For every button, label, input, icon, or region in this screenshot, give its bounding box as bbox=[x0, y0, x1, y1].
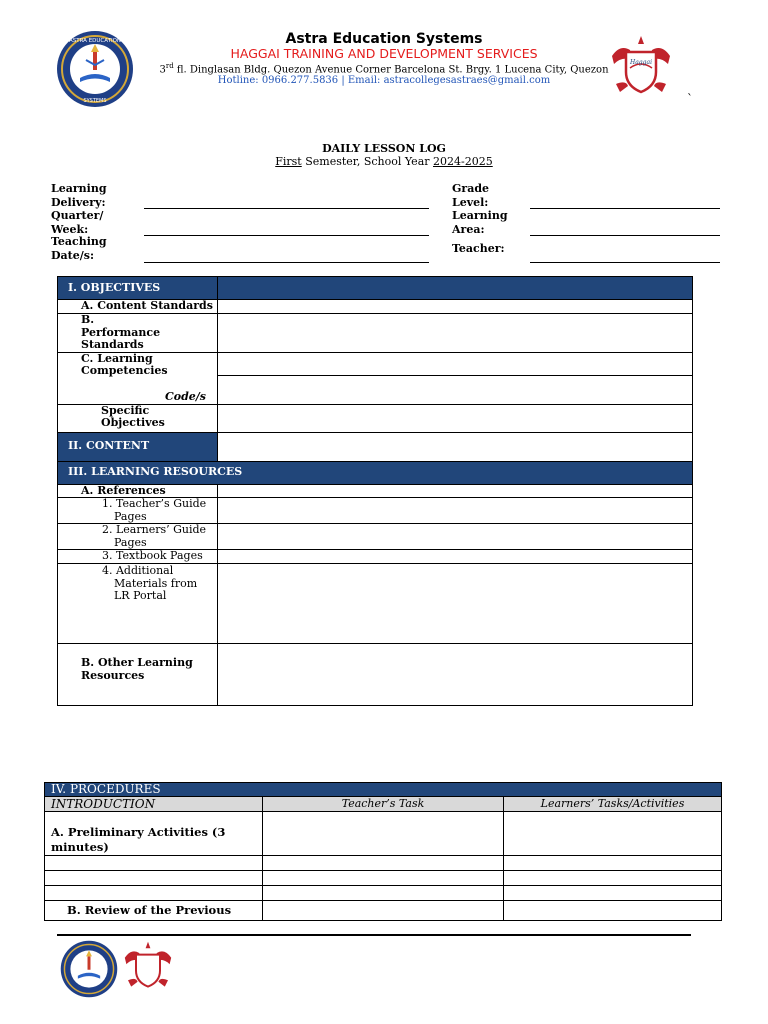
label-line: Performance bbox=[81, 325, 161, 339]
label-line: Pages bbox=[114, 535, 147, 549]
other-resources-cell[interactable] bbox=[218, 644, 693, 706]
footer-logo-left bbox=[60, 940, 118, 998]
svg-text:SYSTEMS: SYSTEMS bbox=[83, 98, 107, 104]
learning-area-field[interactable] bbox=[530, 235, 720, 236]
organization-name: Astra Education Systems bbox=[285, 31, 483, 47]
blank-row-cell[interactable] bbox=[45, 871, 263, 886]
label-line: Teaching bbox=[51, 235, 107, 248]
organization-contact: Hotline: 0966.277.5836 | Email: astracollegesastraes@gmail.com bbox=[217, 75, 551, 86]
learning-resources-header: III. LEARNING RESOURCES bbox=[58, 461, 693, 484]
blank-row-cell[interactable] bbox=[504, 856, 722, 871]
objectives-header-blank bbox=[218, 277, 693, 300]
learners-guide-cell[interactable] bbox=[218, 524, 693, 550]
performance-standards-cell[interactable] bbox=[218, 314, 693, 353]
stray-mark: ` bbox=[687, 92, 693, 106]
semester-word: First bbox=[275, 155, 302, 168]
blank-row-cell[interactable] bbox=[263, 856, 504, 871]
address-floor-suffix: rd bbox=[165, 62, 174, 70]
learning-competencies-cell[interactable] bbox=[218, 352, 693, 375]
teaching-dates-field[interactable] bbox=[144, 262, 429, 263]
svg-text:Haggai: Haggai bbox=[630, 59, 652, 66]
footer-logo-right bbox=[120, 940, 176, 990]
label-line: Learning bbox=[452, 209, 508, 222]
label-line: B. bbox=[81, 313, 95, 326]
semester-line bbox=[0, 155, 768, 168]
label-line: Standards bbox=[81, 338, 144, 351]
label-line: 1. Teacher’s Guide bbox=[102, 497, 207, 510]
procedures-header: IV. PROCEDURES bbox=[45, 783, 722, 797]
address-text: fl. Dinglasan Bldg. Quezon Avenue Corner Barcelona St. Brgy. 1 Lucena City, Quezon bbox=[173, 64, 609, 76]
label-line: Grade bbox=[452, 182, 490, 195]
performance-standards-label bbox=[58, 314, 218, 353]
label-line: A. Preliminary Activities (3 bbox=[51, 825, 226, 839]
learning-area-label bbox=[452, 209, 508, 236]
address-floor-number: 3 bbox=[159, 64, 166, 76]
blank-row-cell[interactable] bbox=[504, 871, 722, 886]
learning-delivery-label bbox=[51, 182, 107, 209]
footer-divider bbox=[57, 934, 691, 936]
blank-row-cell[interactable] bbox=[45, 886, 263, 901]
codes-cell[interactable] bbox=[218, 375, 693, 404]
content-standards-cell[interactable] bbox=[218, 300, 693, 314]
label-line: 4. Additional bbox=[102, 564, 174, 577]
teacher-label: Teacher: bbox=[452, 242, 505, 255]
label-line: Date/s: bbox=[51, 248, 95, 262]
preliminary-learners-cell[interactable] bbox=[504, 812, 722, 856]
blank-row-cell[interactable] bbox=[504, 886, 722, 901]
organization-address bbox=[0, 62, 768, 75]
grade-level-field[interactable] bbox=[530, 208, 720, 209]
label-line: B. Other Learning bbox=[81, 656, 193, 669]
label-line: C. Learning bbox=[81, 351, 153, 365]
svg-text:ASTRA EDUCATION: ASTRA EDUCATION bbox=[68, 38, 122, 44]
label-line: Specific bbox=[101, 403, 150, 417]
review-previous-label: B. Review of the Previous bbox=[45, 901, 263, 921]
quarter-week-field[interactable] bbox=[144, 235, 429, 236]
objectives-table bbox=[57, 276, 693, 706]
grade-level-label bbox=[452, 182, 489, 209]
label-line: Resources bbox=[81, 668, 145, 682]
blank-row-cell[interactable] bbox=[45, 856, 263, 871]
label-line: 2. Learners’ Guide bbox=[102, 523, 207, 536]
other-resources-label bbox=[58, 644, 218, 706]
teaching-dates-label bbox=[51, 235, 107, 262]
teacher-field[interactable] bbox=[530, 262, 720, 263]
label-line: Level: bbox=[452, 195, 489, 209]
objectives-header: I. OBJECTIVES bbox=[58, 277, 218, 300]
specific-objectives-cell[interactable] bbox=[218, 404, 693, 432]
textbook-label: 3. Textbook Pages bbox=[58, 550, 218, 564]
review-learners-cell[interactable] bbox=[504, 901, 722, 921]
school-year: 2024-2025 bbox=[433, 155, 493, 168]
label-line: Materials from bbox=[114, 576, 198, 590]
teachers-guide-cell[interactable] bbox=[218, 498, 693, 524]
label-line: Week: bbox=[51, 222, 89, 236]
content-cell[interactable] bbox=[218, 432, 693, 461]
additional-materials-cell[interactable] bbox=[218, 564, 693, 644]
label-line: Pages bbox=[114, 509, 147, 523]
organization-subtitle: HAGGAI TRAINING AND DEVELOPMENT SERVICES bbox=[230, 46, 538, 61]
procedures-table bbox=[44, 782, 722, 921]
label-line: Learning bbox=[51, 182, 107, 195]
teachers-task-header: Teacher’s Task bbox=[263, 797, 504, 812]
introduction-header: INTRODUCTION bbox=[45, 797, 263, 812]
references-label: A. References bbox=[58, 484, 218, 498]
label-line: Area: bbox=[452, 222, 485, 236]
specific-objectives-label bbox=[58, 404, 218, 432]
content-header: II. CONTENT bbox=[58, 432, 218, 461]
learners-guide-label bbox=[58, 524, 218, 550]
teachers-guide-label bbox=[58, 498, 218, 524]
semester-mid: Semester, School Year bbox=[301, 155, 434, 168]
label-line: Delivery: bbox=[51, 195, 106, 209]
label-line: Competencies bbox=[81, 364, 168, 377]
label-line: LR Portal bbox=[114, 589, 167, 602]
learning-competencies-label bbox=[58, 352, 218, 404]
blank-row-cell[interactable] bbox=[263, 871, 504, 886]
label-line: Objectives bbox=[101, 416, 165, 429]
codes-label: Code/s bbox=[165, 389, 206, 403]
references-cell[interactable] bbox=[218, 484, 693, 498]
review-teacher-cell[interactable] bbox=[263, 901, 504, 921]
quarter-week-label bbox=[51, 209, 103, 236]
learners-tasks-header: Learners’ Tasks/Activities bbox=[504, 797, 722, 812]
textbook-cell[interactable] bbox=[218, 550, 693, 564]
label-line: minutes) bbox=[51, 840, 109, 854]
content-standards-label: A. Content Standards bbox=[58, 300, 218, 314]
document-title: DAILY LESSON LOG bbox=[322, 142, 446, 155]
preliminary-activities-label bbox=[45, 812, 263, 856]
label-line: Quarter/ bbox=[51, 209, 104, 222]
preliminary-teacher-cell[interactable] bbox=[263, 812, 504, 856]
additional-materials-label bbox=[58, 564, 218, 644]
learning-delivery-field[interactable] bbox=[144, 208, 429, 209]
blank-row-cell[interactable] bbox=[263, 886, 504, 901]
